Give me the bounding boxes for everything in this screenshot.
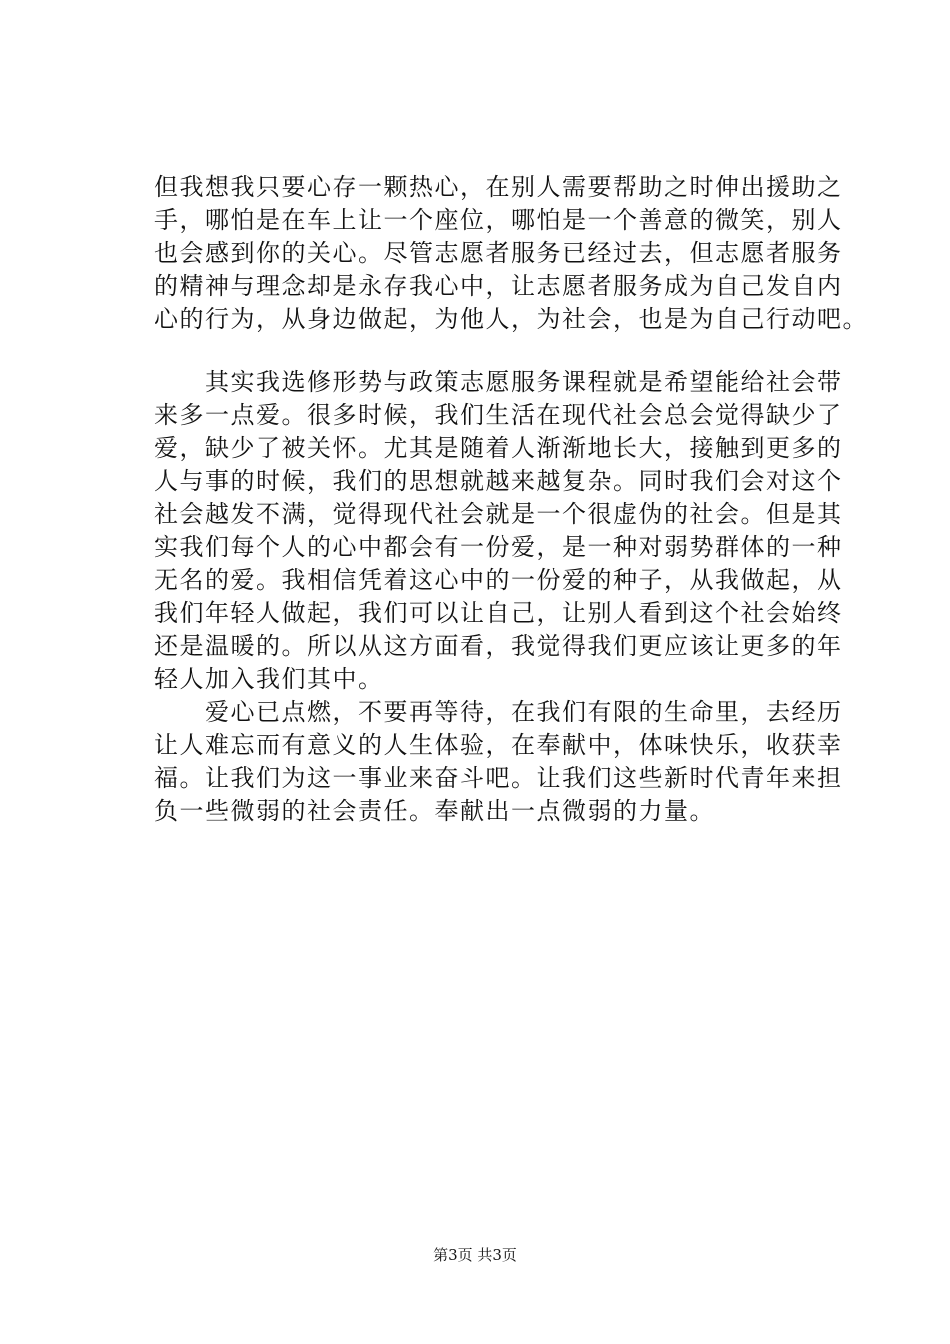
- text-line: 我们年轻人做起，我们可以让自己，让别人看到这个社会始终: [154, 599, 843, 627]
- text-line: 来多一点爱。很多时候，我们生活在现代社会总会觉得缺少了: [154, 401, 843, 429]
- page-number-label: 第3页 共3页: [433, 1246, 517, 1264]
- text-line: 爱，缺少了被关怀。尤其是随着人渐渐地长大，接触到更多的: [154, 434, 843, 462]
- text-line: 负一些微弱的社会责任。奉献出一点微弱的力量。: [154, 797, 715, 825]
- text-line: 人与事的时候，我们的思想就越来越复杂。同时我们会对这个: [154, 467, 843, 495]
- paragraph-1: [154, 171, 868, 336]
- text-line: 实我们每个人的心中都会有一份爱，是一种对弱势群体的一种: [154, 533, 843, 561]
- text-line: 爱心已点燃，不要再等待，在我们有限的生命里，去经历: [154, 698, 843, 726]
- text-line: 无名的爱。我相信凭着这心中的一份爱的种子，从我做起，从: [154, 566, 843, 594]
- text-line: 心的行为，从身边做起，为他人，为社会，也是为自己行动吧。: [154, 305, 868, 333]
- text-line: 还是温暖的。所以从这方面看，我觉得我们更应该让更多的年: [154, 632, 843, 660]
- text-line: 手，哪怕是在车上让一个座位，哪怕是一个善意的微笑，别人: [154, 206, 843, 234]
- text-line: 但我想我只要心存一颗热心，在别人需要帮助之时伸出援助之: [154, 173, 843, 201]
- paragraph-gap: [154, 336, 814, 366]
- text-line: 也会感到你的关心。尽管志愿者服务已经过去，但志愿者服务: [154, 239, 843, 267]
- text-line: 让人难忘而有意义的人生体验，在奉献中，体味快乐，收获幸: [154, 731, 843, 759]
- paragraph-2: [154, 366, 843, 696]
- text-line: 社会越发不满，觉得现代社会就是一个很虚伪的社会。但是其: [154, 500, 843, 528]
- paragraph-3: [154, 696, 843, 828]
- page-footer: [0, 1245, 950, 1265]
- text-line: 福。让我们为这一事业来奋斗吧。让我们这些新时代青年来担: [154, 764, 843, 792]
- document-body: [154, 171, 868, 828]
- text-line: 的精神与理念却是永存我心中，让志愿者服务成为自己发自内: [154, 272, 843, 300]
- text-line: 轻人加入我们其中。: [154, 665, 384, 693]
- text-line: 其实我选修形势与政策志愿服务课程就是希望能给社会带: [154, 368, 843, 396]
